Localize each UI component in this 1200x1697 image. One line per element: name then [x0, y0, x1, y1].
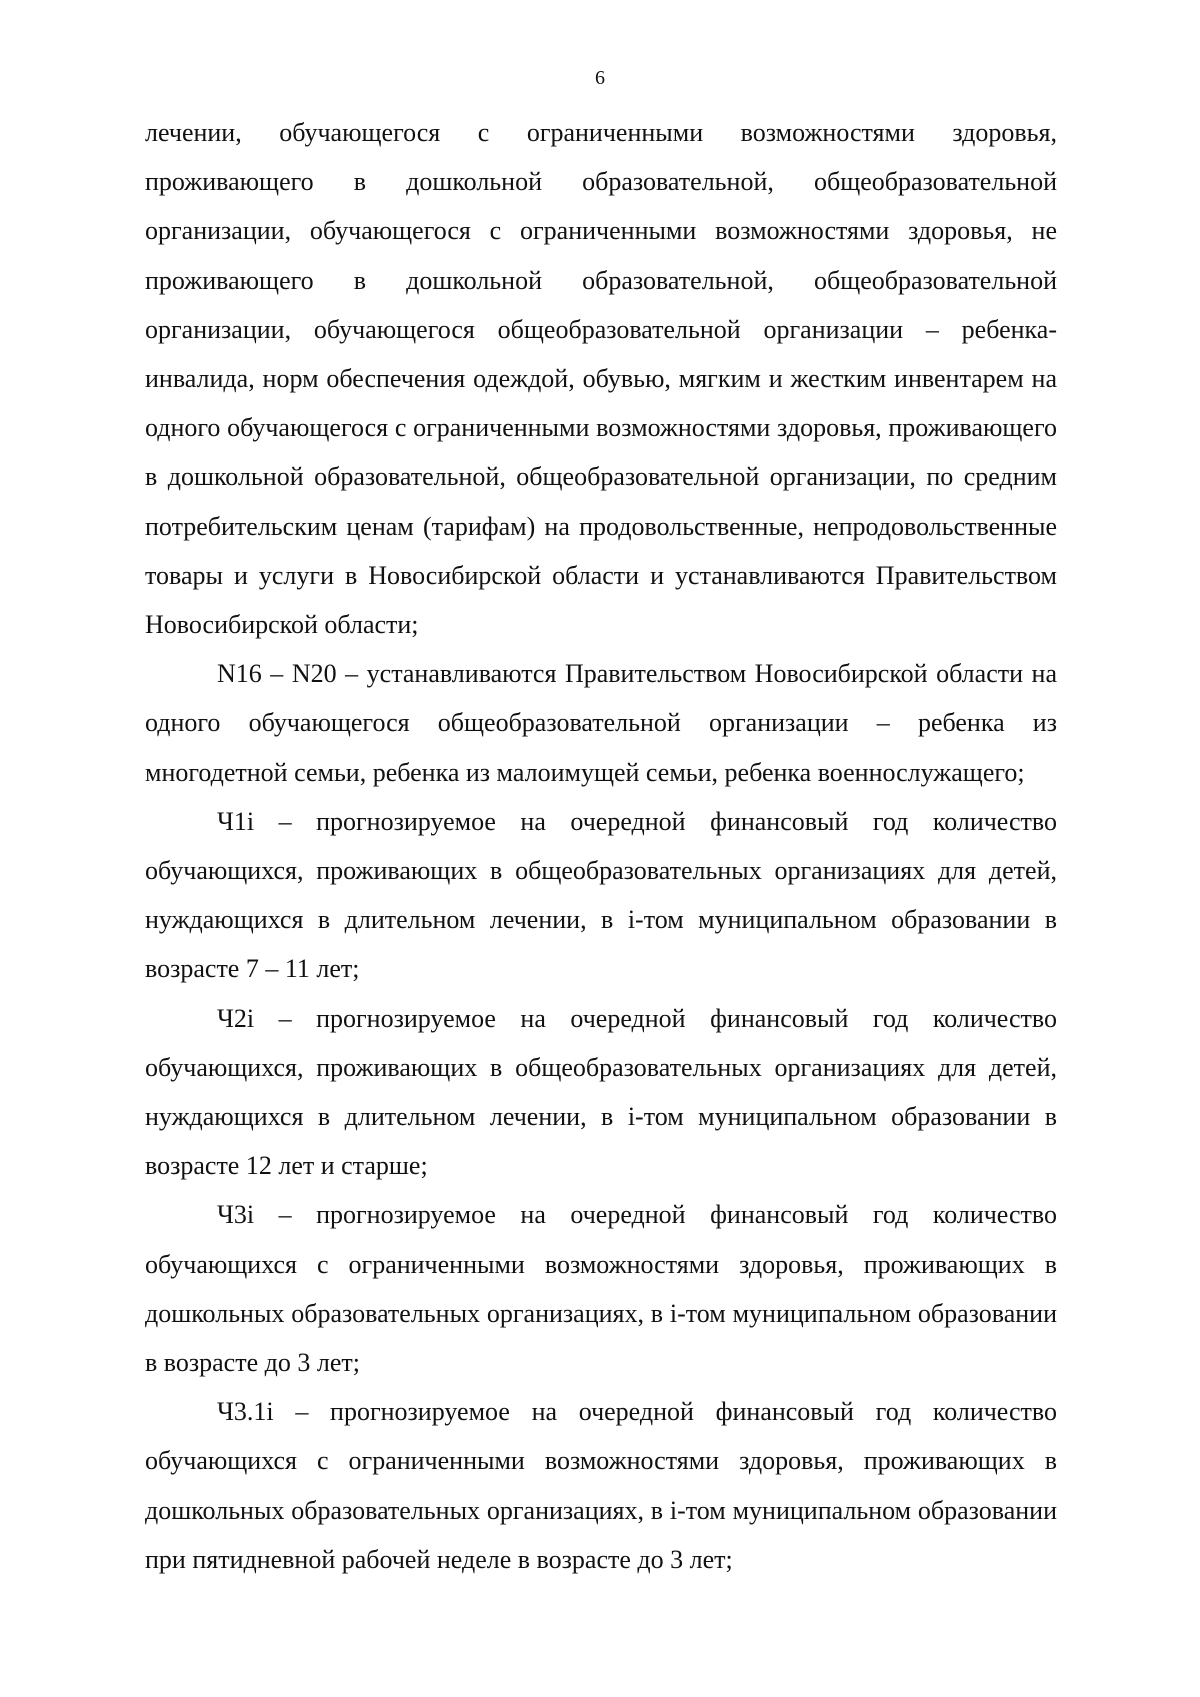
body-text: [145, 108, 1057, 1584]
paragraph-continuation: лечении, обучающегося с ограниченными возможностями здоровья, проживающего в дошкольной образовательной, общеобразовательной организации, обучающегося с ограниченными возможностями здоровья, не проживающего в дошкольной образовательной, общеобразовательной организации, обучающегося общеобразовательной организации – ребенка-инвалида, норм обеспечения одеждой, обувью, мягким и жестким инвентарем на одного обучающегося с ограниченными возможностями здоровья, проживающего в дошкольной образовательной, общеобразовательной организации, по средним потребительским ценам (тарифам) на продовольственные, непродовольственные товары и услуги в Новосибирской области и устанавливаются Правительством Новосибирской области;: [145, 118, 1057, 640]
paragraph-ch3i: Ч3i – прогнозируемое на очередной финансовый год количество обучающихся с ограниченными возможностями здоровья, проживающих в дошкольных образовательных организациях, в i-том муниципальном образовании в возрасте до 3 лет;: [145, 1200, 1057, 1378]
paragraph-ch1i: Ч1i – прогнозируемое на очередной финансовый год количество обучающихся, проживающих в общеобразовательных организациях для детей, нуждающихся в длительном лечении, в i-том муниципальном образовании в возрасте 7 – 11 лет;: [145, 806, 1057, 984]
page-number: 6: [595, 67, 605, 89]
paragraph-n16-n20: N16 – N20 – устанавливаются Правительством Новосибирской области на одного обучающегося общеобразовательной организации – ребенка из многодетной семьи, ребенка из малоимущей семьи, ребенка военнослужащего;: [145, 659, 1057, 787]
paragraph-ch2i: Ч2i – прогнозируемое на очередной финансовый год количество обучающихся, проживающих в общеобразовательных организациях для детей, нуждающихся в длительном лечении, в i-том муниципальном образовании в возрасте 12 лет и старше;: [145, 1003, 1057, 1181]
paragraph-ch3-1i: Ч3.1i – прогнозируемое на очередной финансовый год количество обучающихся с ограниченными возможностями здоровья, проживающих в дошкольных образовательных организациях, в i-том муниципальном образовании при пятидневной рабочей неделе в возрасте до 3 лет;: [145, 1397, 1057, 1574]
